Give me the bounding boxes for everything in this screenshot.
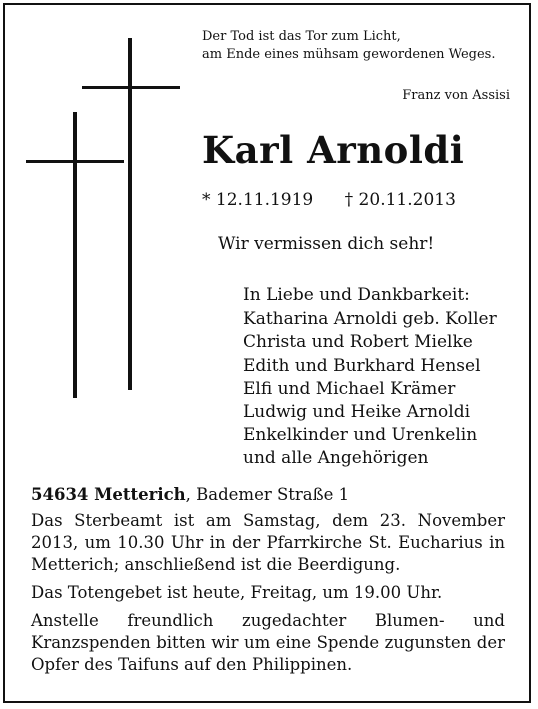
mourner-name: Ludwig und Heike Arnoldi: [243, 402, 471, 423]
death-date: † 20.11.2013: [344, 190, 456, 210]
mourners-list: [243, 284, 497, 471]
birth-date: * 12.11.1919: [202, 190, 314, 210]
mourners-intro: In Liebe und Dankbarkeit:: [243, 285, 470, 305]
service-details: [31, 484, 505, 682]
quote-author: Franz von Assisi: [402, 88, 510, 103]
mourner-name: Elfi und Michael Krämer: [243, 378, 456, 399]
life-dates: [202, 190, 456, 210]
mourner-name: Enkelkinder und Urenkelin: [243, 425, 478, 446]
quote-line-2: am Ende eines mühsam gewordenen Weges.: [202, 47, 496, 62]
address-place: 54634 Metterich: [31, 485, 186, 504]
mourner-name: Edith und Burkhard Hensel: [243, 355, 481, 376]
donation-notice: Anstelle freundlich zugedachter Blumen- und Kranzspenden bitten wir um eine Spende zugunsten der Opfer des Taifuns auf den Philippinen.: [31, 611, 505, 674]
mourner-name: Christa und Robert Mielke: [243, 332, 473, 353]
quote-line-1: Der Tod ist das Tor zum Licht,: [202, 29, 401, 44]
deceased-name: Karl Arnoldi: [202, 128, 465, 172]
mourner-name: und alle Angehörigen: [243, 448, 429, 469]
quote: [202, 28, 512, 64]
mourner-name: Katharina Arnoldi geb. Koller: [243, 309, 497, 330]
prayer-notice: Das Totengebet ist heute, Freitag, um 19.00 Uhr.: [31, 583, 443, 602]
requiem-notice: Das Sterbeamt ist am Samstag, dem 23. November 2013, um 10.30 Uhr in der Pfarrkirche St. Eucharius in Metterich; anschließend ist die Beerdigung.: [31, 511, 505, 574]
address-street: , Bademer Straße 1: [185, 485, 350, 504]
farewell-message: Wir vermissen dich sehr!: [218, 234, 435, 254]
address: [31, 484, 505, 506]
